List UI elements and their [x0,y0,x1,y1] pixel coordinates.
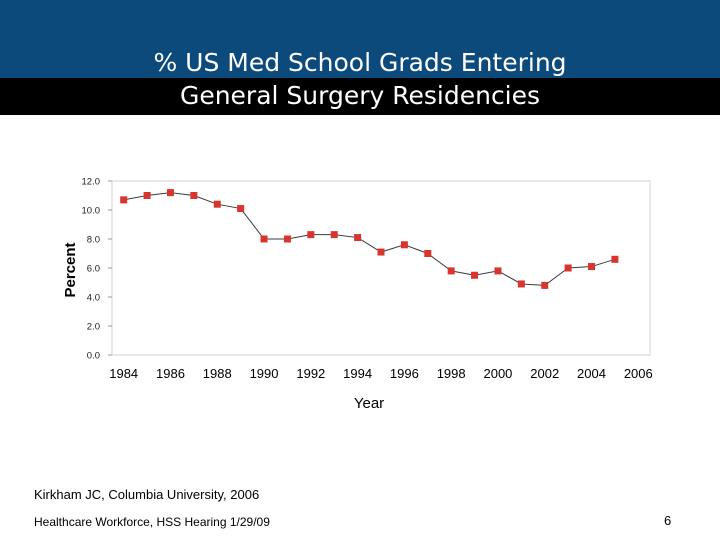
y-tick-label: 2.0 [86,321,100,333]
x-tick-label: 1984 [109,366,139,381]
data-point [518,280,525,287]
data-point [378,249,385,256]
data-point [494,267,501,274]
y-tick-label: 6.0 [86,263,100,275]
data-point [307,231,314,238]
data-point [471,272,478,279]
data-point [261,236,268,243]
y-tick-label: 12.0 [81,176,100,188]
y-tick-label: 8.0 [86,234,100,246]
data-point [541,282,548,289]
data-point [190,192,197,199]
x-tick-label: 1998 [436,366,466,381]
data-point [167,189,174,196]
x-tick-label: 2006 [623,366,653,381]
x-tick-label: 2004 [577,366,606,381]
data-point [354,234,361,241]
x-tick-label: 2000 [483,366,513,381]
data-point [611,256,618,263]
data-point [565,265,572,272]
y-tick-label: 4.0 [86,292,100,304]
y-tick-label: 10.0 [81,205,100,217]
x-tick-label: 1996 [389,366,419,381]
data-point [237,205,244,212]
series-line [124,193,615,286]
x-tick-label: 2002 [530,366,560,381]
data-point [144,192,151,199]
x-axis-title: Year [353,395,385,412]
y-tick-label: 0.0 [86,350,100,362]
data-point [424,250,431,257]
y-axis-title: Percent [62,242,79,298]
slide-title-line-2: General Surgery Residencies [179,81,541,110]
x-tick-label: 1994 [343,366,373,381]
data-point [284,236,291,243]
slide-title-line-1: % US Med School Grads Entering [153,48,567,77]
footer-text: Healthcare Workforce, HSS Hearing 1/29/09 [34,515,270,529]
x-tick-label: 1992 [296,366,326,381]
line-chart [0,165,720,425]
x-tick-label: 1990 [249,366,279,381]
data-point [448,267,455,274]
x-tick-label: 1988 [202,366,232,381]
x-tick-label: 1986 [156,366,185,381]
data-point [331,231,338,238]
source-citation: Kirkham JC, Columbia University, 2006 [34,487,260,502]
data-point [588,263,595,270]
data-point [120,196,127,203]
page-number: 6 [664,513,672,528]
data-point [401,241,408,248]
data-point [214,201,221,208]
